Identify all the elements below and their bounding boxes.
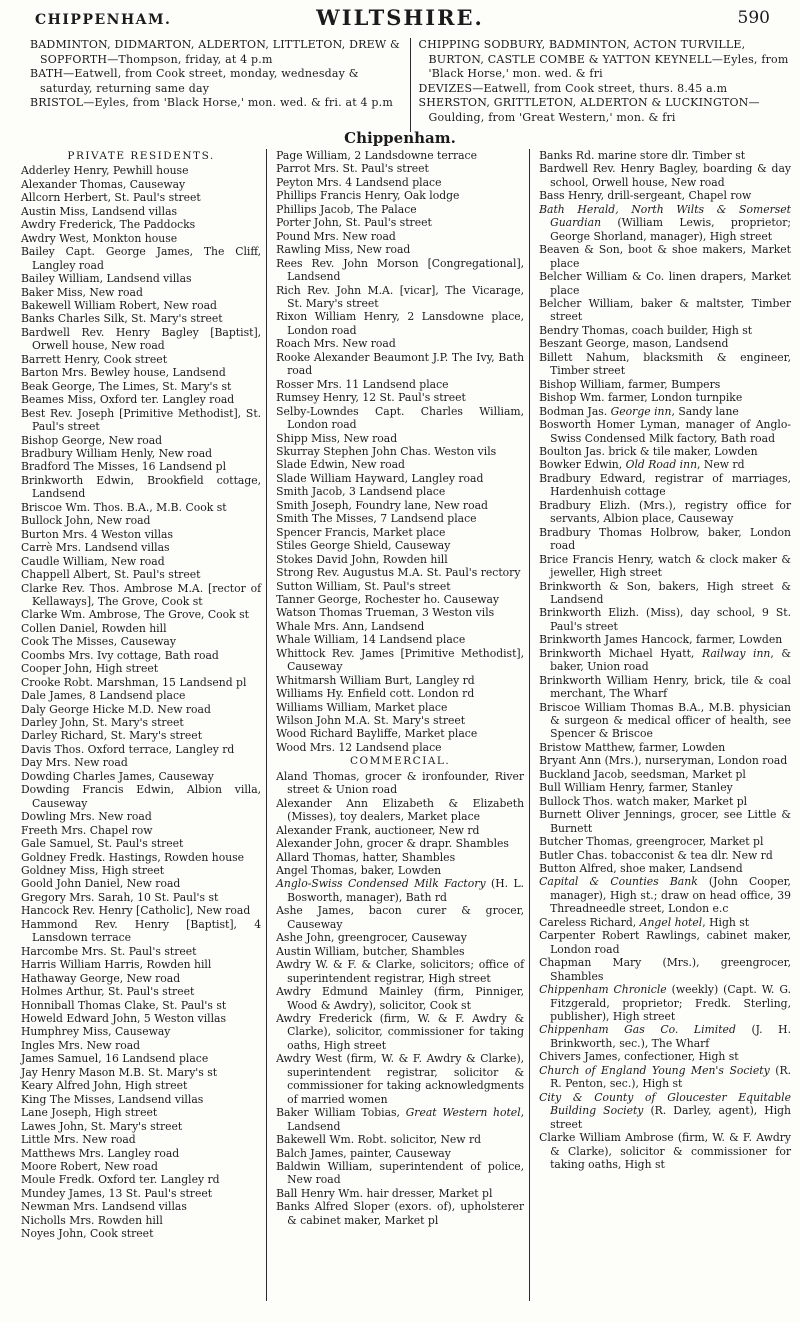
directory-entry: Harris William Harris, Rowden hill: [21, 958, 212, 972]
directory-entry: Dale James, 8 Landsend place: [21, 689, 186, 703]
directory-entry: Bradbury Edward, registrar of marriages, Hardenhuish cottage: [539, 471, 792, 499]
directory-entry: Stiles George Shield, Causeway: [276, 539, 451, 553]
directory-entry: Rosser Mrs. 11 Landsend place: [276, 377, 449, 391]
directory-entry: Bradbury Thomas Holbrow, baker, London road: [539, 525, 792, 553]
directory-entry: Bristow Matthew, farmer, Lowden: [539, 740, 726, 754]
directory-entry: James Samuel, 16 Landsend place: [21, 1052, 209, 1066]
directory-entry: Carrè Mrs. Landsend villas: [21, 541, 170, 555]
directory-entry: Slade Edwin, New road: [276, 458, 405, 472]
directory-entry: Caudle William, New road: [21, 554, 165, 568]
directory-entry: Rawling Miss, New road: [276, 243, 411, 257]
directory-entry: Alexander Ann Elizabeth & Elizabeth (Misses), toy dealers, Market place: [276, 796, 525, 824]
directory-entry: Allard Thomas, hatter, Shambles: [276, 850, 456, 864]
directory-entry: Nicholls Mrs. Rowden hill: [21, 1213, 163, 1227]
directory-entry: Rees Rev. John Morson [Congregational], Landsend: [276, 256, 525, 284]
directory-entry: Bradford The Misses, 16 Landsend pl: [21, 460, 227, 474]
directory-entry: Awdry West, Monkton house: [21, 231, 178, 245]
directory-entry: Smith The Misses, 7 Landsend place: [276, 512, 477, 526]
directory-entry: Sutton William, St. Paul's street: [276, 579, 451, 593]
directory-entry: Barrett Henry, Cook street: [21, 352, 168, 366]
directory-entry: Austin William, butcher, Shambles: [276, 944, 465, 958]
directory-entry: Allcorn Herbert, St. Paul's street: [21, 191, 201, 205]
directory-entry: Harcombe Mrs. St. Paul's street: [21, 944, 197, 958]
directory-entry: Alexander Frank, auctioneer, New rd: [276, 823, 480, 837]
directory-entry: Alexander Thomas, Causeway: [21, 177, 186, 191]
directory-entry: Beak George, The Limes, St. Mary's st: [21, 379, 232, 393]
directory-entry: Daly George Hicke M.D. New road: [21, 702, 211, 716]
directory-entry: Brinkworth Michael Hyatt, Railway inn, & baker, Union road: [539, 646, 792, 674]
carrier-entry: CHIPPING SODBURY, BADMINTON, ACTON TURVILLE, BURTON, CASTLE COMBE & YATTON KEYNELL—Eyles, from 'Black Horse,' mon. wed. & fri: [418, 38, 789, 80]
directory-entry: Wood Richard Bayliffe, Market place: [276, 727, 478, 741]
carrier-entry: SHERSTON, GRITTLETON, ALDERTON & LUCKINGTON—Goulding, from 'Great Western,' mon. & fri: [418, 96, 760, 124]
directory-entry: Carpenter Robert Rawlings, cabinet maker, London road: [539, 929, 792, 956]
directory-entry: Watson Thomas Trueman, 3 Weston vils: [276, 606, 495, 620]
directory-entry: Banks Charles Silk, St. Mary's street: [21, 312, 223, 326]
carriers-right-column: [410, 38, 793, 132]
directory-entry: Bath Herald, North Wilts & Somerset Guardian (William Lewis, proprietor; George Shorland, manager), High street: [539, 202, 792, 243]
directory-entry: Williams Hy. Enfield cott. London rd: [276, 687, 475, 701]
directory-entry: Aland Thomas, grocer & ironfounder, River street & Union road: [276, 769, 525, 797]
directory-entry: Crooke Robt. Marshman, 15 Landsend pl: [21, 675, 247, 689]
directory-entry: Awdry W. & F. & Clarke, solicitors; office of superintendent registrar, High street: [276, 958, 525, 985]
directory-entry: Angel Thomas, baker, Lowden: [276, 864, 442, 878]
directory-entry: Lane Joseph, High street: [21, 1106, 158, 1120]
directory-column-2: [266, 149, 529, 1301]
directory-entry: Baker Miss, New road: [21, 285, 143, 299]
directory-entry: Jay Henry Mason M.B. St. Mary's st: [21, 1065, 218, 1079]
directory-entry: Capital & Counties Bank (John Cooper, manager), High st.; draw on head office, 39 Threadneedle street, London e.c: [539, 875, 792, 916]
directory-entry: Beszant George, mason, Landsend: [539, 337, 729, 351]
carrier-entry: BADMINTON, DIDMARTON, ALDERTON, LITTLETON, DREW & SOPFORTH—Thompson, friday, at 4 p.m: [30, 38, 401, 66]
directory-entry: Wood Mrs. 12 Landsend place: [276, 740, 442, 754]
directory-entry: Bass Henry, drill-sergeant, Chapel row: [539, 189, 752, 203]
directory-column-1: [18, 149, 266, 1301]
directory-entry: Beames Miss, Oxford ter. Langley road: [21, 393, 235, 407]
directory-entry: Brinkworth Elizh. (Miss), day school, 9 St. Paul's street: [539, 606, 792, 633]
directory-entry: Hancock Rev. Henry [Catholic], New road: [21, 904, 251, 918]
directory-entry: Newman Mrs. Landsend villas: [21, 1200, 187, 1214]
directory-entry: Pound Mrs. New road: [276, 229, 396, 243]
directory-entry: Slade William Hayward, Langley road: [276, 471, 484, 485]
directory-entry: Cooper John, High street: [21, 662, 159, 676]
directory-entry: Bailey William, Landsend villas: [21, 272, 192, 286]
directory-entry: Chappell Albert, St. Paul's street: [21, 568, 201, 582]
directory-entry: Tanner George, Rochester ho. Causeway: [276, 592, 500, 606]
directory-entry: Barton Mrs. Bewley house, Landsend: [21, 366, 226, 380]
directory-entry: Bradbury William Henly, New road: [21, 446, 213, 460]
directory-entry: Shipp Miss, New road: [276, 431, 398, 445]
directory-entry: Freeth Mrs. Chapel row: [21, 823, 153, 837]
directory-entry: Banks Alfred Sloper (exors. of), upholsterer & cabinet maker, Market pl: [276, 1200, 525, 1227]
directory-entry: Brinkworth Edwin, Brookfield cottage, Landsend: [21, 473, 262, 501]
directory-entry: Baldwin William, superintendent of police, New road: [276, 1159, 525, 1187]
directory-entry: Bull William Henry, farmer, Stanley: [539, 781, 733, 795]
directory-entry: Chippenham Gas Co. Limited (J. H. Brinkworth, sec.), The Wharf: [539, 1023, 791, 1050]
directory-entry: Butcher Thomas, greengrocer, Market pl: [539, 835, 764, 849]
directory-entry: Davis Thos. Oxford terrace, Langley rd: [21, 742, 235, 756]
directory-entry: Holmes Arthur, St. Paul's street: [21, 985, 195, 999]
directory-entry: Mundey James, 13 St. Paul's street: [21, 1186, 213, 1200]
directory-entry: Brice Francis Henry, watch & clock maker & jeweller, High street: [539, 552, 792, 580]
directory-entry: Ashe John, greengrocer, Causeway: [276, 931, 467, 945]
running-head-town: CHIPPENHAM.: [35, 12, 172, 28]
directory-entry: Parrot Mrs. St. Paul's street: [276, 162, 429, 176]
directory-entry: Honniball Thomas Clake, St. Paul's st: [21, 998, 227, 1012]
directory-entry: Howeld Edward John, 5 Weston villas: [21, 1012, 227, 1025]
directory-entry: Belcher William, baker & maltster, Timber street: [539, 296, 792, 324]
column-heading: COMMERCIAL.: [349, 755, 451, 768]
directory-entry: Beaven & Son, boot & shoe makers, Market place: [539, 243, 792, 270]
directory-entry: Balch James, painter, Causeway: [276, 1146, 451, 1160]
directory-entry: Wilson John M.A. St. Mary's street: [276, 714, 466, 728]
directory-entry: Gale Samuel, St. Paul's street: [21, 837, 184, 851]
directory-entry: Bosworth Homer Lyman, manager of Anglo-Swiss Condensed Milk factory, Bath road: [539, 418, 792, 445]
directory-entry: Selby-Lowndes Capt. Charles William, London road: [276, 404, 525, 432]
directory-entry: Baker William Tobias, Great Western hotel, Landsend: [276, 1106, 525, 1133]
directory-entry: Awdry Frederick (firm, W. & F. Awdry & Clarke), solicitor, commissioner for taking oaths, High street: [276, 1012, 525, 1052]
directory-entry: Bendry Thomas, coach builder, High st: [539, 323, 753, 337]
directory-entry: Porter John, St. Paul's street: [276, 216, 432, 230]
directory-entry: Bardwell Rev. Henry Bagley [Baptist], Orwell house, New road: [21, 325, 262, 353]
directory-entry: Moule Fredk. Oxford ter. Langley rd: [21, 1173, 220, 1187]
directory-entry: Coombs Mrs. Ivy cottage, Bath road: [21, 648, 219, 662]
directory-entry: Ingles Mrs. New road: [21, 1038, 141, 1052]
directory-entry: Peyton Mrs. 4 Landsend place: [276, 175, 442, 189]
directory-entry: Phillips Jacob, The Palace: [276, 202, 417, 216]
directory-entry: Humphrey Miss, Causeway: [21, 1025, 171, 1039]
directory-entry: Brinkworth & Son, bakers, High street & Landsend: [539, 579, 792, 606]
directory-entry: Bryant Ann (Mrs.), nurseryman, London road: [539, 754, 788, 768]
directory-entry: Day Mrs. New road: [21, 756, 128, 770]
directory-entry: Whale William, 14 Landsend place: [276, 633, 466, 647]
directory-entry: Page William, 2 Landsdowne terrace: [276, 149, 477, 162]
directory-entry: Keary Alfred John, High street: [21, 1079, 188, 1093]
page-number: 590: [737, 8, 770, 28]
directory-entry: Adderley Henry, Pewhill house: [21, 164, 189, 178]
directory-entry: Anglo-Swiss Condensed Milk Factory (H. L. Bosworth, manager), Bath rd: [276, 877, 525, 904]
directory-entry: Gregory Mrs. Sarah, 10 St. Paul's st: [21, 890, 219, 904]
directory-entry: Rumsey Henry, 12 St. Paul's street: [276, 391, 466, 405]
directory-entry: Chapman Mary (Mrs.), greengrocer, Shambles: [539, 956, 792, 983]
carriers-section: [30, 38, 792, 132]
carriers-left-column: [30, 38, 410, 132]
directory-entry: Briscoe William Thomas B.A., M.B. physician & surgeon & medical officer of health, see Spencer & Briscoe: [539, 700, 792, 741]
directory-entry: Clarke William Ambrose (firm, W. & F. Awdry & Clarke), solicitor & commissioner for taking oaths, High st: [539, 1131, 792, 1171]
directory-entry: Bodman Jas. George inn, Sandy lane: [539, 404, 739, 418]
directory-column-3: [529, 149, 796, 1301]
directory-entry: Noyes John, Cook street: [21, 1227, 154, 1241]
directory-entry: Bradbury Elizh. (Mrs.), registry office for servants, Albion place, Causeway: [539, 498, 792, 526]
directory-entry: Dowling Mrs. New road: [21, 810, 152, 824]
directory-entry: Awdry Edmund Mainley (firm, Pinniger, Wood & Awdry), solicitor, Cook st: [276, 985, 525, 1012]
directory-entry: Smith Joseph, Foundry lane, New road: [276, 498, 488, 512]
directory-entry: Rich Rev. John M.A. [vicar], The Vicarage, St. Mary's street: [276, 283, 525, 310]
directory-entry: Moore Robert, New road: [21, 1159, 158, 1173]
directory-entry: Banks Rd. marine store dlr. Timber st: [539, 149, 746, 162]
directory-entry: Bakewell William Robert, New road: [21, 298, 217, 312]
directory-entry: Awdry West (firm, W. & F. Awdry & Clarke), superintendent registrar, solicitor & commissioner for taking acknowledgments of married women: [276, 1052, 525, 1106]
directory-entry: Bowker Edwin, Old Road inn, New rd: [539, 458, 745, 472]
directory-entry: Dowding Francis Edwin, Albion villa, Causeway: [21, 783, 262, 810]
running-head-county: WILTSHIRE.: [316, 5, 484, 30]
directory-entry: Clarke Wm. Ambrose, The Grove, Cook st: [21, 608, 250, 622]
directory-entry: Dowding Charles James, Causeway: [21, 769, 214, 783]
carrier-entry: DEVIZES—Eatwell, from Cook street, thurs. 8.45 a.m: [418, 81, 728, 95]
directory-entry: Chippenham Chronicle (weekly) (Capt. W. G. Fitzgerald, proprietor; Fredk. Sterling, publisher), High street: [539, 983, 792, 1023]
directory-entry: Belcher William & Co. linen drapers, Market place: [539, 270, 792, 297]
directory-entry: Goldney Miss, High street: [21, 864, 165, 878]
directory-entry: Brinkworth James Hancock, farmer, Lowden: [539, 633, 783, 647]
directory-entry: Button Alfred, shoe maker, Landsend: [539, 862, 743, 876]
directory-entry: Bishop William, farmer, Bumpers: [539, 377, 721, 391]
directory-entry: Whittock Rev. James [Primitive Methodist], Causeway: [276, 646, 525, 674]
directory-entry: Hathaway George, New road: [21, 971, 181, 985]
directory-entry: Rixon William Henry, 2 Lansdowne place, London road: [276, 310, 525, 337]
column-heading: PRIVATE RESIDENTS.: [67, 150, 215, 162]
directory-entry: Bishop Wm. farmer, London turnpike: [539, 391, 743, 405]
directory-entry: Collen Daniel, Rowden hill: [21, 621, 167, 635]
directory-entry: Little Mrs. New road: [21, 1133, 136, 1147]
directory-entry: Careless Richard, Angel hotel, High st: [539, 915, 750, 929]
directory-entry: Stokes David John, Rowden hill: [276, 552, 448, 566]
directory-entry: Billett Nahum, blacksmith & engineer, Timber street: [539, 350, 792, 378]
directory-entry: Whale Mrs. Ann, Landsend: [276, 619, 425, 633]
directory-entry: Hammond Rev. Henry [Baptist], 4 Lansdown terrace: [21, 917, 262, 945]
directory-entry: Goold John Daniel, New road: [21, 877, 181, 891]
directory-entry: Chivers James, confectioner, High st: [539, 1050, 739, 1064]
directory-entry: Darley Richard, St. Mary's street: [21, 729, 203, 743]
directory-entry: Rooke Alexander Beaumont J.P. The Ivy, Bath road: [276, 350, 525, 378]
directory-entry: Roach Mrs. New road: [276, 337, 396, 351]
directory-entry: Bailey Capt. George James, The Cliff, Langley road: [21, 245, 262, 272]
directory-entry: Clarke Rev. Thos. Ambrose M.A. [rector of Kellaways], The Grove, Cook st: [21, 581, 262, 608]
directory-entry: Bardwell Rev. Henry Bagley, boarding & day school, Orwell house, New road: [539, 162, 792, 189]
directory-entry: Bakewell Wm. Robt. solicitor, New rd: [276, 1133, 482, 1147]
directory-entry: Awdry Frederick, The Paddocks: [21, 218, 196, 232]
directory-entry: Strong Rev. Augustus M.A. St. Paul's rectory: [276, 566, 521, 580]
directory-entry: Cook The Misses, Causeway: [21, 635, 176, 649]
directory-entry: Goldney Fredk. Hastings, Rowden house: [21, 850, 245, 864]
directory-entry: King The Misses, Landsend villas: [21, 1092, 204, 1106]
directory-entry: Ball Henry Wm. hair dresser, Market pl: [276, 1186, 493, 1200]
directory-entry: Phillips Francis Henry, Oak lodge: [276, 189, 460, 203]
directory-entry: Whitmarsh William Burt, Langley rd: [276, 673, 475, 687]
directory-entry: Church of England Young Men's Society (R. R. Penton, sec.), High st: [539, 1063, 792, 1091]
carrier-entry: BRISTOL—Eyles, from 'Black Horse,' mon. wed. & fri. at 4 p.m: [30, 96, 394, 109]
directory-entry: City & County of Gloucester Equitable Building Society (R. Darley, agent), High street: [539, 1090, 792, 1131]
directory-entry: Williams William, Market place: [276, 700, 448, 714]
directory-entry: Burton Mrs. 4 Weston villas: [21, 527, 174, 541]
directory-entry: Buckland Jacob, seedsman, Market pl: [539, 767, 746, 781]
town-title: Chippenham.: [344, 129, 456, 147]
directory-entry: Alexander John, grocer & drapr. Shambles: [276, 837, 509, 851]
directory-entry: Boulton Jas. brick & tile maker, Lowden: [539, 444, 758, 458]
directory-entry: Spencer Francis, Market place: [276, 525, 446, 539]
directory-entry: Butler Chas. tobacconist & tea dlr. New rd: [539, 848, 773, 862]
directory-entry: Lawes John, St. Mary's street: [21, 1119, 183, 1133]
directory-entry: Matthews Mrs. Langley road: [21, 1146, 180, 1160]
directory-entry: Bishop George, New road: [21, 433, 163, 447]
directory-entry: Austin Miss, Landsend villas: [21, 204, 178, 218]
directory-entry: Smith Jacob, 3 Landsend place: [276, 485, 446, 499]
carrier-entry: BATH—Eatwell, from Cook street, monday, wednesday & saturday, returning same day: [30, 67, 359, 95]
directory-entry: Ashe James, bacon curer & grocer, Causeway: [276, 904, 525, 931]
directory-entry: Briscoe Wm. Thos. B.A., M.B. Cook st: [21, 500, 227, 514]
directory-entry: Darley John, St. Mary's street: [21, 716, 184, 730]
directory-entry: Best Rev. Joseph [Primitive Methodist], St. Paul's street: [21, 406, 262, 434]
directory-columns: [18, 149, 796, 1301]
directory-entry: Burnett Oliver Jennings, grocer, see Little & Burnett: [539, 808, 792, 835]
directory-entry: Brinkworth William Henry, brick, tile & coal merchant, The Wharf: [539, 673, 792, 701]
directory-entry: Skurray Stephen John Chas. Weston vils: [276, 444, 497, 458]
directory-entry: Bullock John, New road: [21, 514, 151, 528]
directory-entry: Bullock Thos. watch maker, Market pl: [539, 794, 748, 808]
